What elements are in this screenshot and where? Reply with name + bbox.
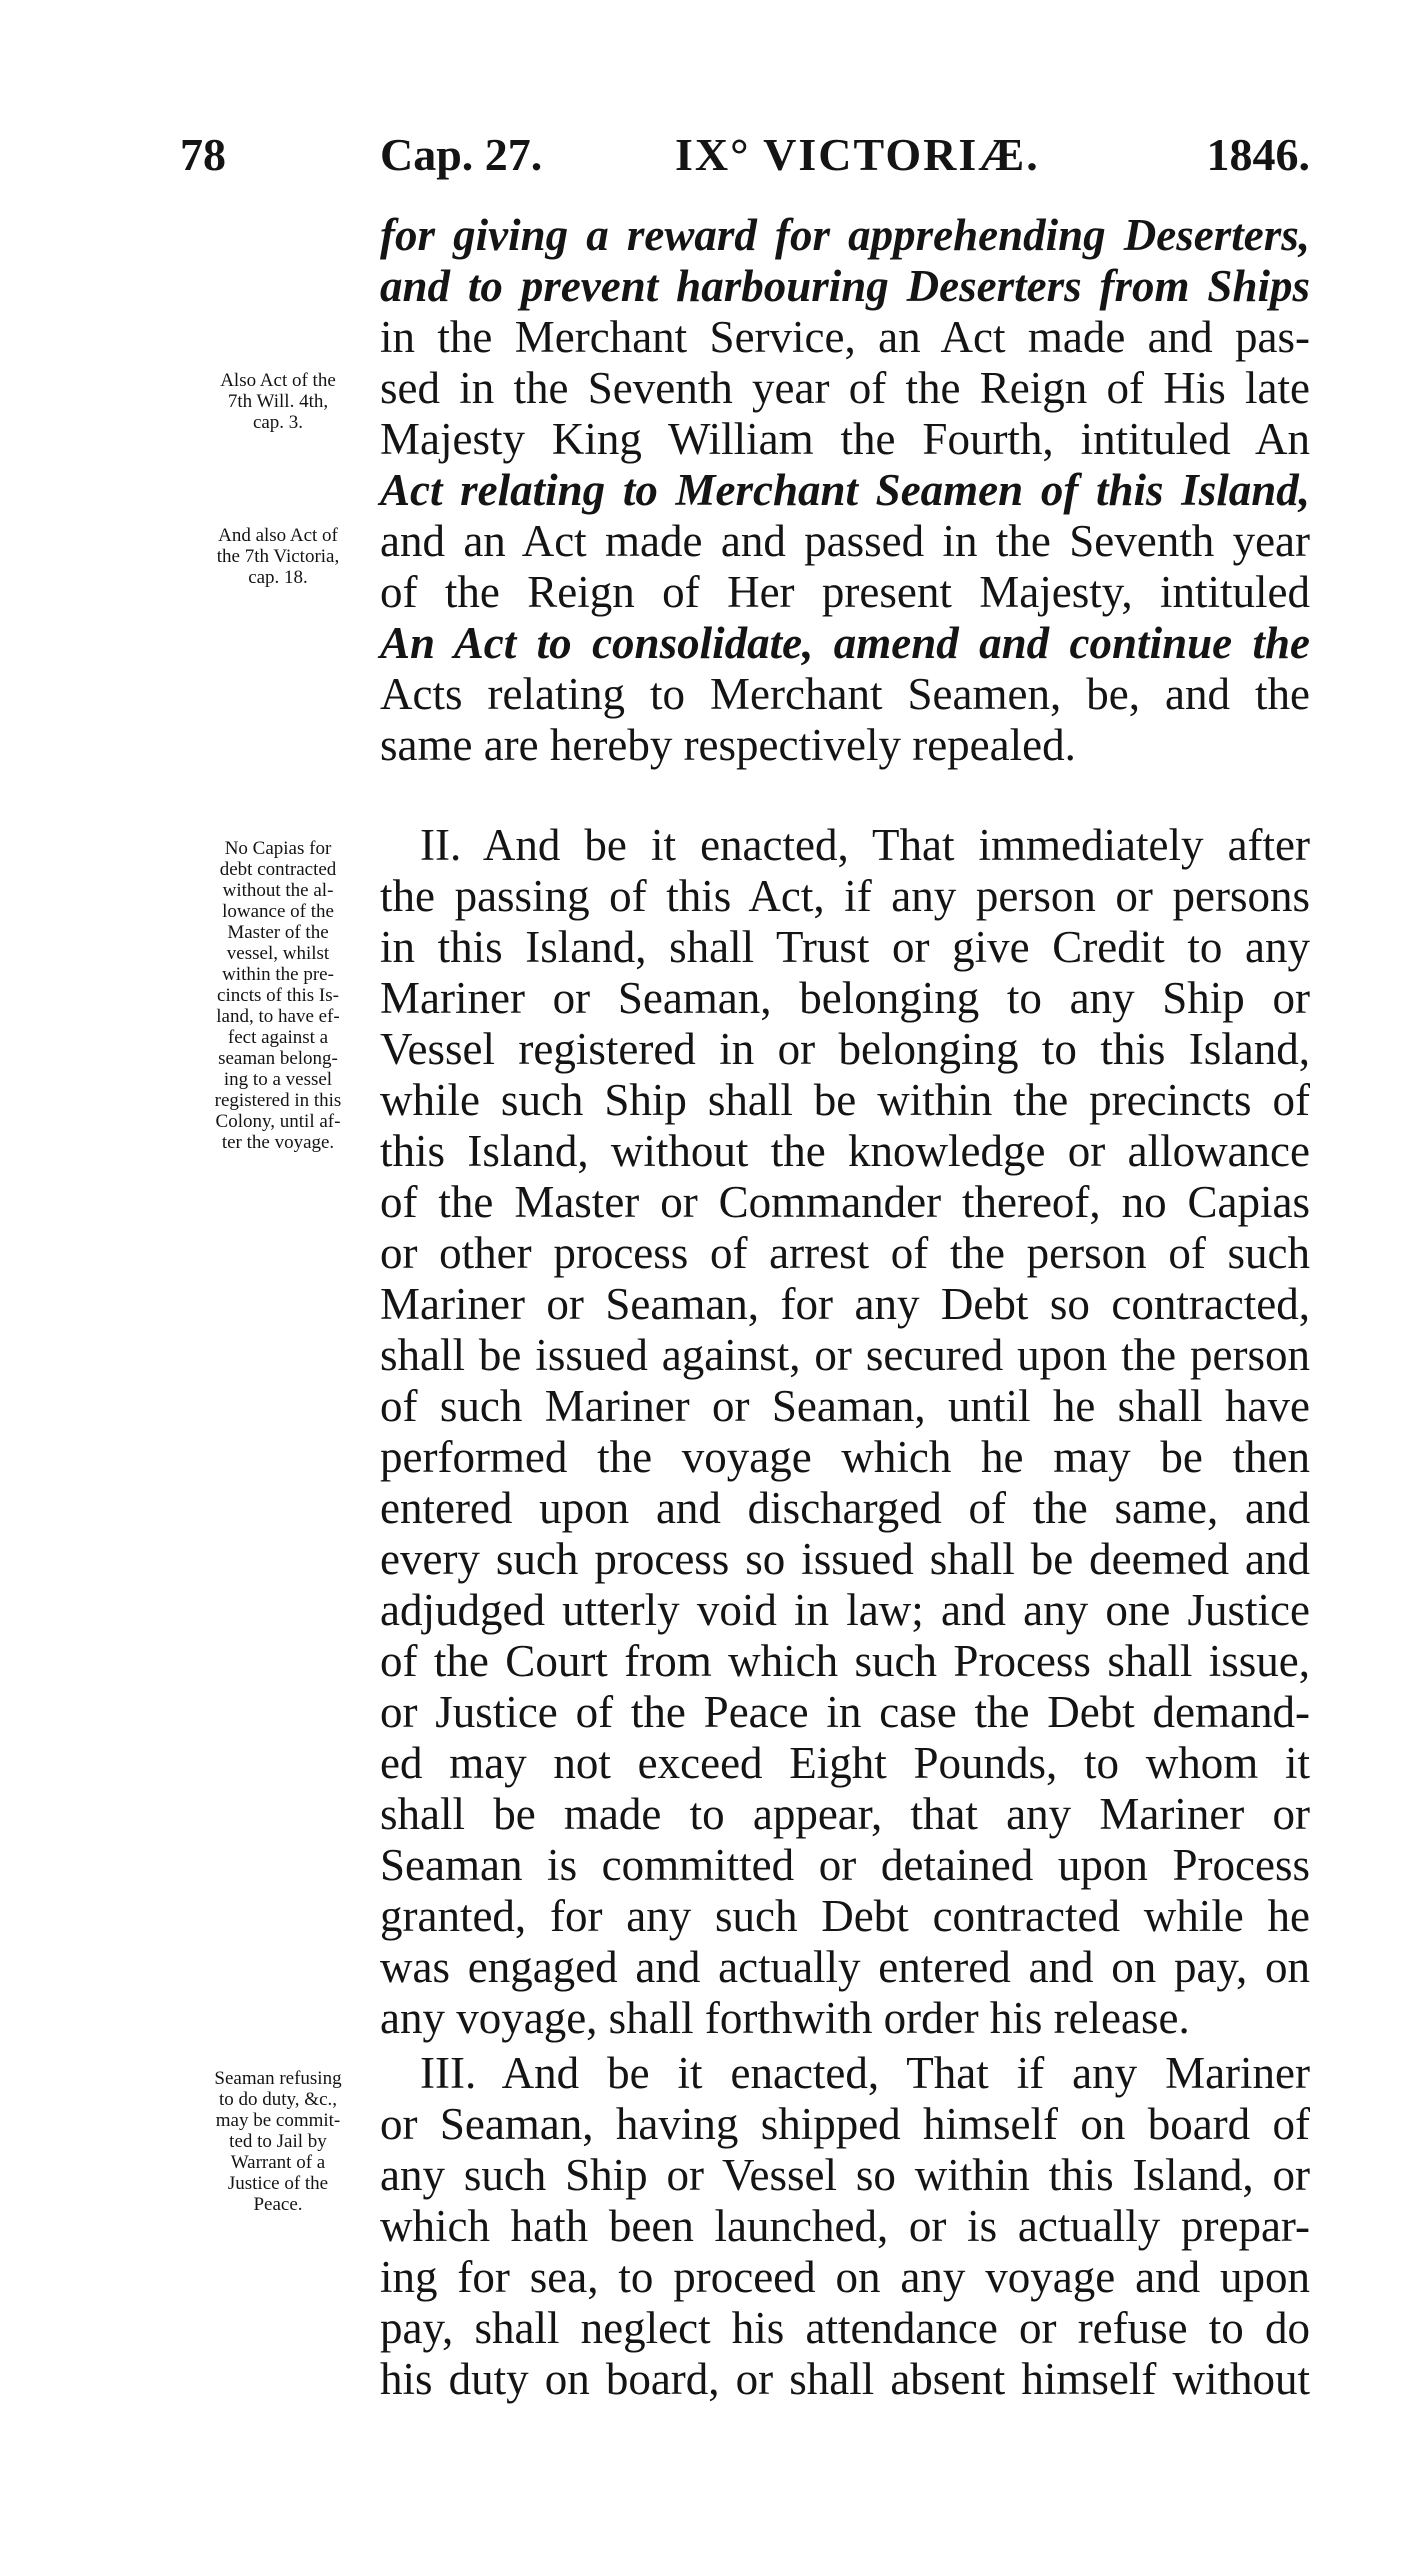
text-line: this Island, without the knowledge or allowance <box>380 1126 1310 1176</box>
text-line: Act relating to Merchant Seamen of this Island, <box>380 465 1310 515</box>
chapter-label: Cap. 27. <box>380 129 543 180</box>
margin-note-line: ter the voyage. <box>221 1132 335 1153</box>
margin-note-line: 7th Will. 4th, <box>227 391 329 412</box>
text-line: Mariner or Seaman, for any Debt so contracted, <box>380 1279 1310 1329</box>
margin-note-line: lowance of the <box>222 901 334 922</box>
margin-note-line: ing to a vessel <box>223 1069 333 1090</box>
text-line: II. And be it enacted, That immediately after <box>420 820 1310 870</box>
text-line: the passing of this Act, if any person or persons <box>380 871 1310 921</box>
margin-note-line: cap. 3. <box>252 412 304 433</box>
running-header <box>180 128 1310 188</box>
text-line: in this Island, shall Trust or give Credit to any <box>380 922 1310 972</box>
text-line: any voyage, shall forthwith order his release. <box>380 1993 1190 2043</box>
margin-note-line: seaman belong- <box>218 1048 338 1069</box>
act-title: IX° VICTORIÆ. <box>675 129 1040 180</box>
text-line: and to prevent harbouring Deserters from Ships <box>380 261 1310 311</box>
margin-note-line: And also Act of <box>218 525 338 546</box>
margin-note-line: debt contracted <box>219 859 337 880</box>
text-line: Mariner or Seaman, belonging to any Ship or <box>380 973 1310 1023</box>
margin-note-also-act <box>168 370 388 433</box>
text-line: III. And be it enacted, That if any Mariner <box>420 2048 1310 2098</box>
text-line: pay, shall neglect his attendance or refuse to do <box>380 2303 1310 2353</box>
text-line: performed the voyage which he may be then <box>380 1432 1310 1482</box>
text-line: every such process so issued shall be deemed and <box>380 1534 1310 1584</box>
margin-note-line: may be commit- <box>215 2110 341 2131</box>
text-line: Seaman is committed or detained upon Process <box>380 1840 1310 1890</box>
margin-note-line: Justice of the <box>227 2173 329 2194</box>
text-line: in the Merchant Service, an Act made and pas- <box>380 312 1310 362</box>
text-line: or Justice of the Peace in case the Debt demand- <box>380 1687 1310 1737</box>
text-line: of such Mariner or Seaman, until he shall have <box>380 1381 1310 1431</box>
section-intro <box>380 210 1310 771</box>
margin-note-no-capias <box>168 838 388 1153</box>
margin-note-line: the 7th Victoria, <box>216 546 340 567</box>
margin-note-line: vessel, whilst <box>226 943 330 964</box>
page-number: 78 <box>180 129 226 180</box>
text-line: or Seaman, having shipped himself on board of <box>380 2099 1310 2149</box>
text-line: while such Ship shall be within the precincts of <box>380 1075 1310 1125</box>
text-line: of the Reign of Her present Majesty, intituled <box>380 567 1310 617</box>
text-line: his duty on board, or shall absent himself without <box>380 2354 1310 2404</box>
text-line: granted, for any such Debt contracted while he <box>380 1891 1310 1941</box>
margin-note-line: ted to Jail by <box>229 2131 327 2152</box>
text-line: any such Ship or Vessel so within this Island, or <box>380 2150 1310 2200</box>
text-line: which hath been launched, or is actually prepar- <box>380 2201 1310 2251</box>
margin-note-line: registered in this <box>214 1090 342 1111</box>
text-line: same are hereby respectively repealed. <box>380 720 1076 770</box>
text-line: Majesty King William the Fourth, intituled An <box>380 414 1310 464</box>
text-line: or other process of arrest of the person of such <box>380 1228 1310 1278</box>
margin-note-line: Peace. <box>253 2194 303 2215</box>
margin-note-line: cap. 18. <box>248 567 308 588</box>
margin-note-line: fect against a <box>227 1027 329 1048</box>
margin-note-line: Also Act of the <box>220 370 336 391</box>
margin-note-line: cincts of this Is- <box>217 985 339 1006</box>
text-line: ed may not exceed Eight Pounds, to whom it <box>380 1738 1310 1788</box>
margin-note-line: Colony, until af- <box>215 1111 341 1132</box>
text-line: shall be made to appear, that any Mariner or <box>380 1789 1310 1839</box>
margin-note-line: Warrant of a <box>230 2152 326 2173</box>
margin-note-and-also-act <box>168 525 388 588</box>
text-line: Vessel registered in or belonging to this Island, <box>380 1024 1310 1074</box>
margin-note-line: Master of the <box>227 922 329 943</box>
margin-note-line: without the al- <box>222 880 334 901</box>
text-line: was engaged and actually entered and on pay, on <box>380 1942 1310 1992</box>
margin-note-line: No Capias for <box>224 838 332 859</box>
margin-note-line: within the pre- <box>222 964 334 985</box>
text-line: and an Act made and passed in the Seventh year <box>380 516 1310 566</box>
text-line: of the Court from which such Process shall issue, <box>380 1636 1310 1686</box>
text-line: entered upon and discharged of the same, and <box>380 1483 1310 1533</box>
margin-note-seaman-refusing <box>168 2068 388 2215</box>
margin-note-line: Seaman refusing <box>214 2068 342 2089</box>
section-2 <box>380 820 1310 2044</box>
text-line: Acts relating to Merchant Seamen, be, and the <box>380 669 1310 719</box>
text-line: sed in the Seventh year of the Reign of His late <box>380 363 1310 413</box>
text-line: ing for sea, to proceed on any voyage and upon <box>380 2252 1310 2302</box>
text-line: of the Master or Commander thereof, no Capias <box>380 1177 1310 1227</box>
text-line: adjudged utterly void in law; and any one Justice <box>380 1585 1310 1635</box>
margin-note-line: land, to have ef- <box>216 1006 340 1027</box>
section-3 <box>380 2048 1310 2405</box>
margin-note-line: to do duty, &c., <box>218 2089 338 2110</box>
year-label: 1846. <box>1206 129 1310 180</box>
text-line: An Act to consolidate, amend and continue the <box>380 618 1310 668</box>
text-line: for giving a reward for apprehending Deserters, <box>380 210 1310 260</box>
text-line: shall be issued against, or secured upon the person <box>380 1330 1310 1380</box>
